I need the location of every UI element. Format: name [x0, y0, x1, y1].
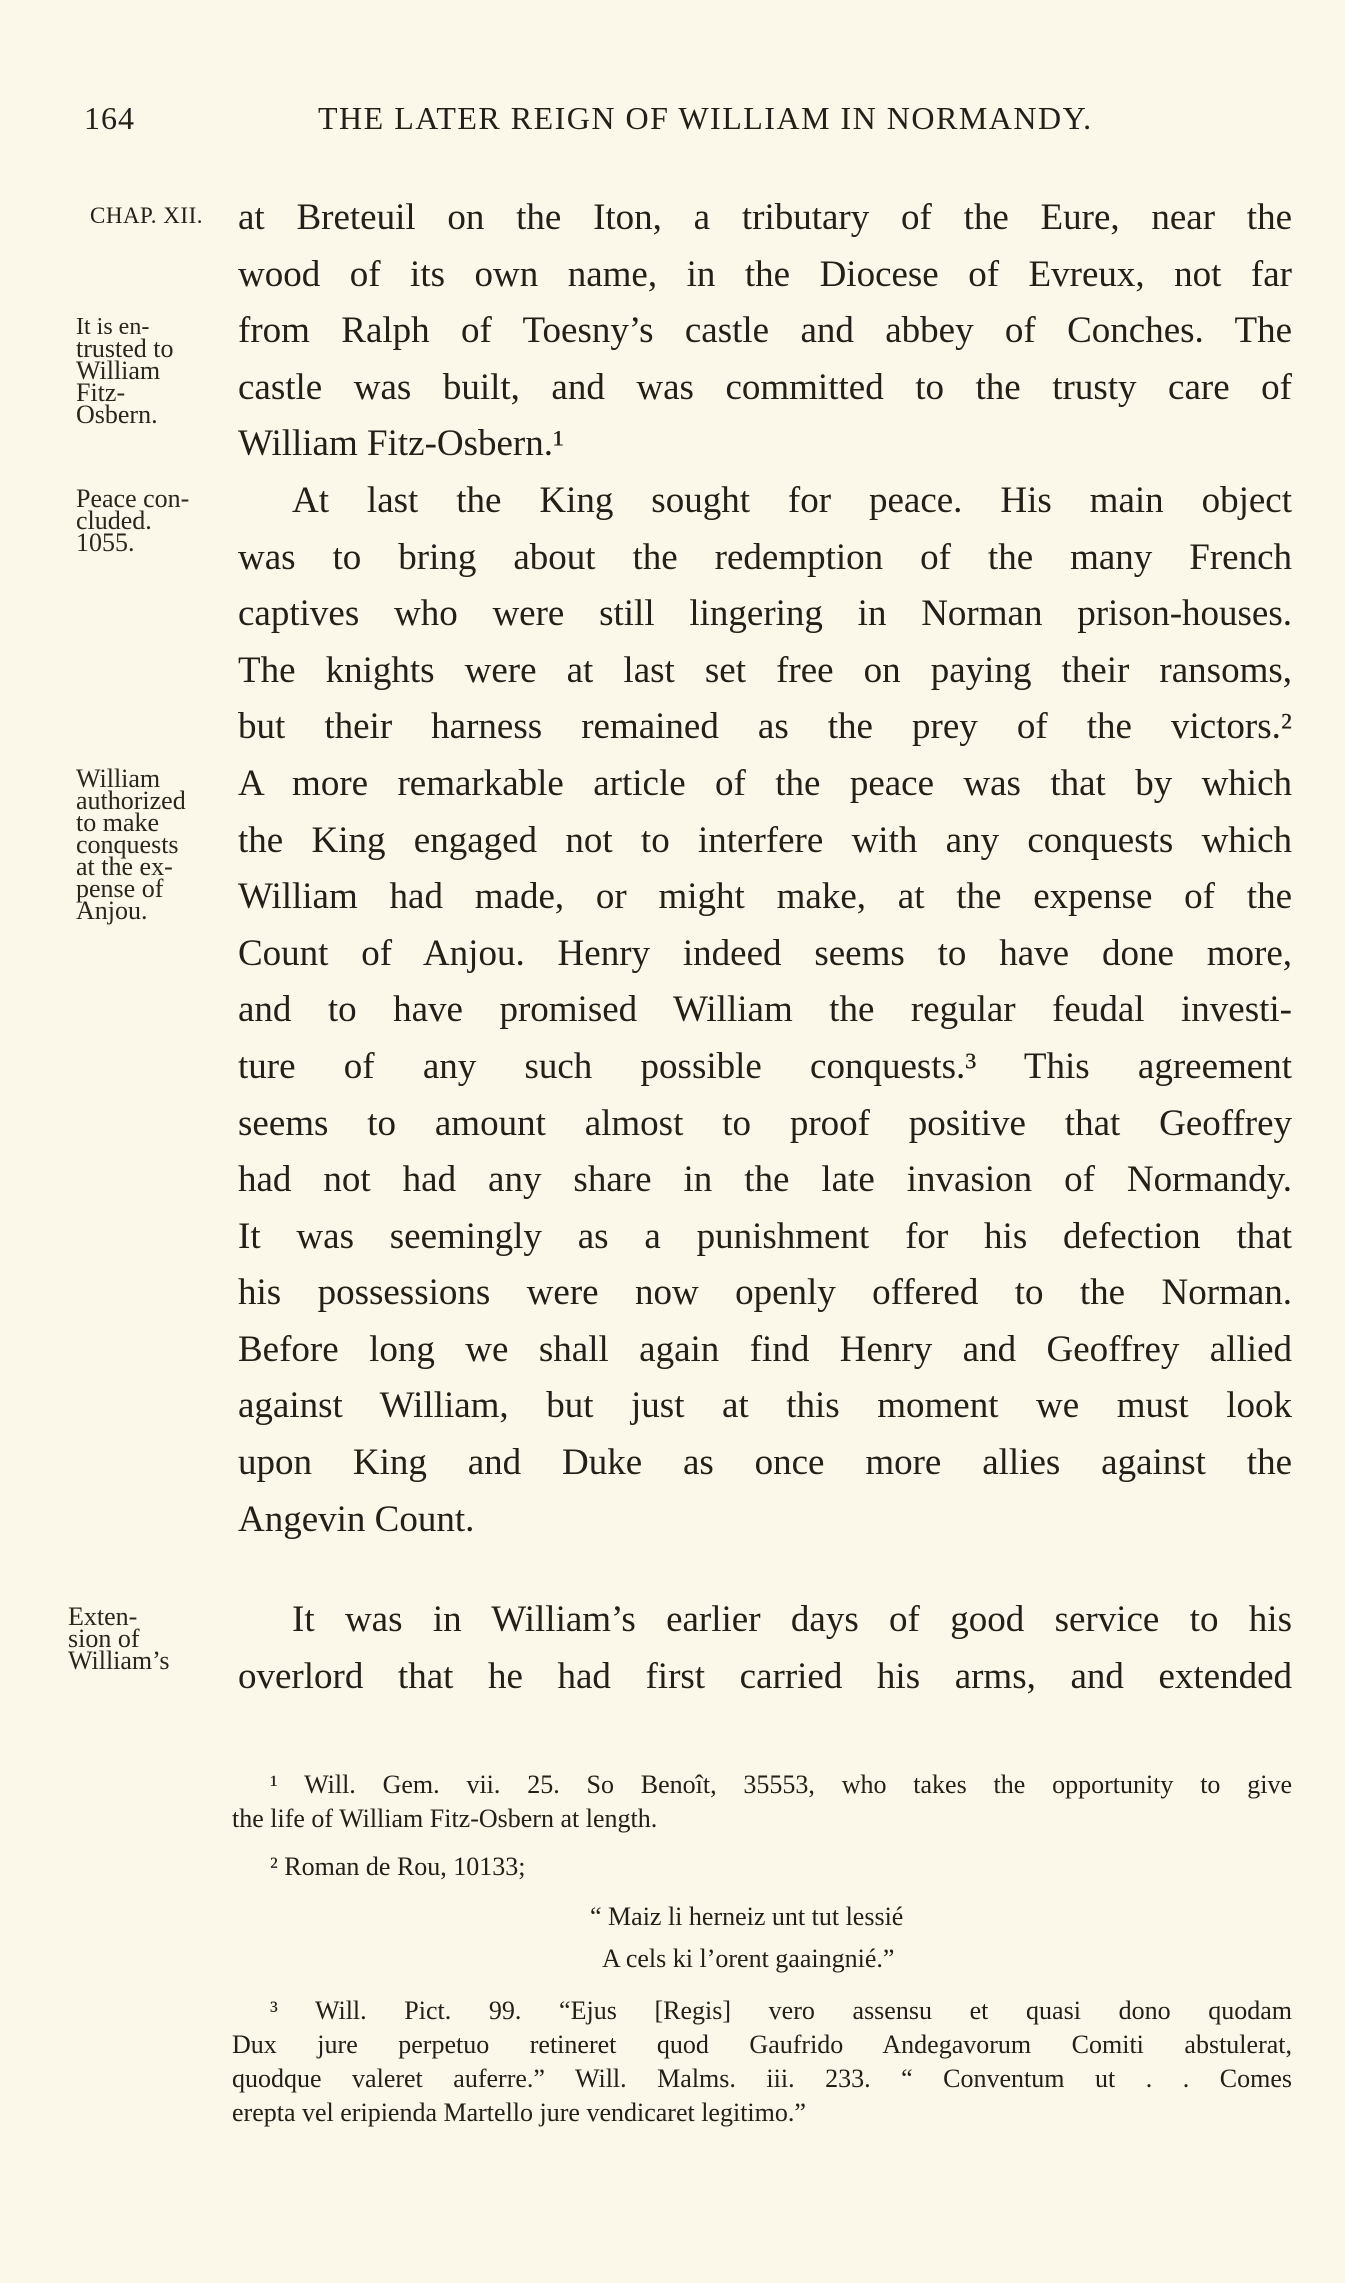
footnote-line: erepta vel eripienda Martello jure vendicaret legitimo.”: [232, 2098, 806, 2127]
text-line: castle was built, and was committed to the trusty care of: [238, 366, 1292, 408]
footnote-line: Dux jure perpetuo retineret quod Gaufrido Andegavorum Comiti abstulerat,: [232, 2030, 1292, 2059]
sidenote-fitz-osbern: [76, 314, 236, 429]
text-line: At last the King sought for peace. His main object: [292, 479, 1292, 521]
text-line: William had made, or might make, at the expense of the: [238, 876, 1292, 918]
text-line: captives who were still lingering in Norman prison-houses.: [238, 593, 1292, 635]
text-line: overlord that he had first carried his arms, and extended: [238, 1655, 1292, 1697]
footnote-line: the life of William Fitz-Osbern at length.: [232, 1804, 658, 1833]
sidenote-line: Anjou.: [76, 896, 148, 925]
sidenote-line: trusted to: [76, 334, 174, 363]
footnote-line: quodque valeret auferre.” Will. Malms. iii. 233. “ Conventum ut . . Comes: [232, 2064, 1292, 2093]
sidenote-line: Fitz-: [76, 378, 126, 407]
text-line: upon King and Duke as once more allies against the: [238, 1442, 1292, 1484]
footnote-verse: [590, 1896, 903, 1980]
sidenote-line: William’s: [68, 1646, 170, 1675]
footnote-1: [232, 1768, 1292, 1836]
footnote-line: ³ Will. Pict. 99. “Ejus [Regis] vero assensu et quasi dono quodam: [270, 1996, 1292, 2025]
verse-line: “ Maiz li herneiz unt tut lessié: [590, 1902, 904, 1931]
text-line: Angevin Count.: [238, 1498, 475, 1540]
sidenote-extension: [68, 1602, 228, 1675]
text-line: Before long we shall again find Henry and Geoffrey allied: [238, 1328, 1292, 1370]
text-line: against William, but just at this moment we must look: [238, 1385, 1292, 1427]
sidenote-line: 1055.: [76, 528, 135, 557]
text-line: his possessions were now openly offered to the Norman.: [238, 1272, 1292, 1314]
sidenote-line: at the ex-: [76, 852, 173, 881]
text-line: wood of its own name, in the Diocese of Evreux, not far: [238, 253, 1292, 295]
body-paragraphs: [238, 190, 1292, 1548]
sidenote-line: It is en-: [76, 314, 150, 340]
sidenote-line: William: [76, 356, 161, 385]
footnote-line: ¹ Will. Gem. vii. 25. So Benoît, 35553, who takes the opportunity to give: [270, 1770, 1292, 1799]
text-line: Count of Anjou. Henry indeed seems to have done more,: [238, 932, 1292, 974]
text-line: It was in William’s earlier days of good service to his: [292, 1599, 1292, 1640]
text-line: It was seemingly as a punishment for his defection that: [238, 1215, 1292, 1257]
page-number: 164: [84, 100, 135, 136]
text-line: seems to amount almost to proof positive that Geoffrey: [238, 1102, 1292, 1144]
text-line: ture of any such possible conquests.³ This agreement: [238, 1045, 1292, 1087]
verse-line: A cels ki l’orent gaaingnié.”: [602, 1944, 895, 1973]
sidenote-line: pense of: [76, 874, 164, 903]
sidenote-line: William: [76, 764, 161, 793]
text-line: from Ralph of Toesny’s castle and abbey of Conches. The: [238, 310, 1292, 352]
sidenote-line: cluded.: [76, 506, 152, 535]
sidenote-line: conquests: [76, 830, 179, 859]
text-line: but their harness remained as the prey of the victors.²: [238, 706, 1292, 748]
text-line: William Fitz-Osbern.¹: [238, 423, 565, 465]
text-line: was to bring about the redemption of the many French: [238, 536, 1292, 578]
body-paragraph-extension: [238, 1592, 1292, 1705]
sidenote-line: authorized: [76, 786, 186, 815]
text-line: had not had any share in the late invasion of Normandy.: [238, 1159, 1292, 1201]
sidenote-line: Exten-: [68, 1602, 138, 1631]
footnote-2: [232, 1850, 1292, 1884]
footnote-3: [232, 1994, 1292, 2130]
sidenote-conquests-anjou: [76, 764, 236, 925]
text-line: at Breteuil on the Iton, a tributary of the Eure, near the: [238, 197, 1292, 238]
text-line: The knights were at last set free on paying their ransoms,: [238, 649, 1292, 691]
sidenote-line: to make: [76, 808, 160, 837]
sidenote-line: Peace con-: [76, 484, 190, 513]
sidenote-line: sion of: [68, 1624, 140, 1653]
text-line: the King engaged not to interfere with any conquests which: [238, 819, 1292, 861]
sidenote-peace: [76, 484, 236, 557]
running-head: [84, 100, 1244, 140]
text-line: and to have promised William the regular feudal investi-: [238, 989, 1292, 1031]
footnote-line: ² Roman de Rou, 10133;: [270, 1852, 526, 1881]
running-title: THE LATER REIGN OF WILLIAM IN NORMANDY.: [318, 100, 1093, 136]
chapter-label: CHAP. XII.: [90, 203, 203, 228]
text-line: A more remarkable article of the peace was that by which: [238, 762, 1292, 804]
sidenote-line: Osbern.: [76, 400, 158, 429]
